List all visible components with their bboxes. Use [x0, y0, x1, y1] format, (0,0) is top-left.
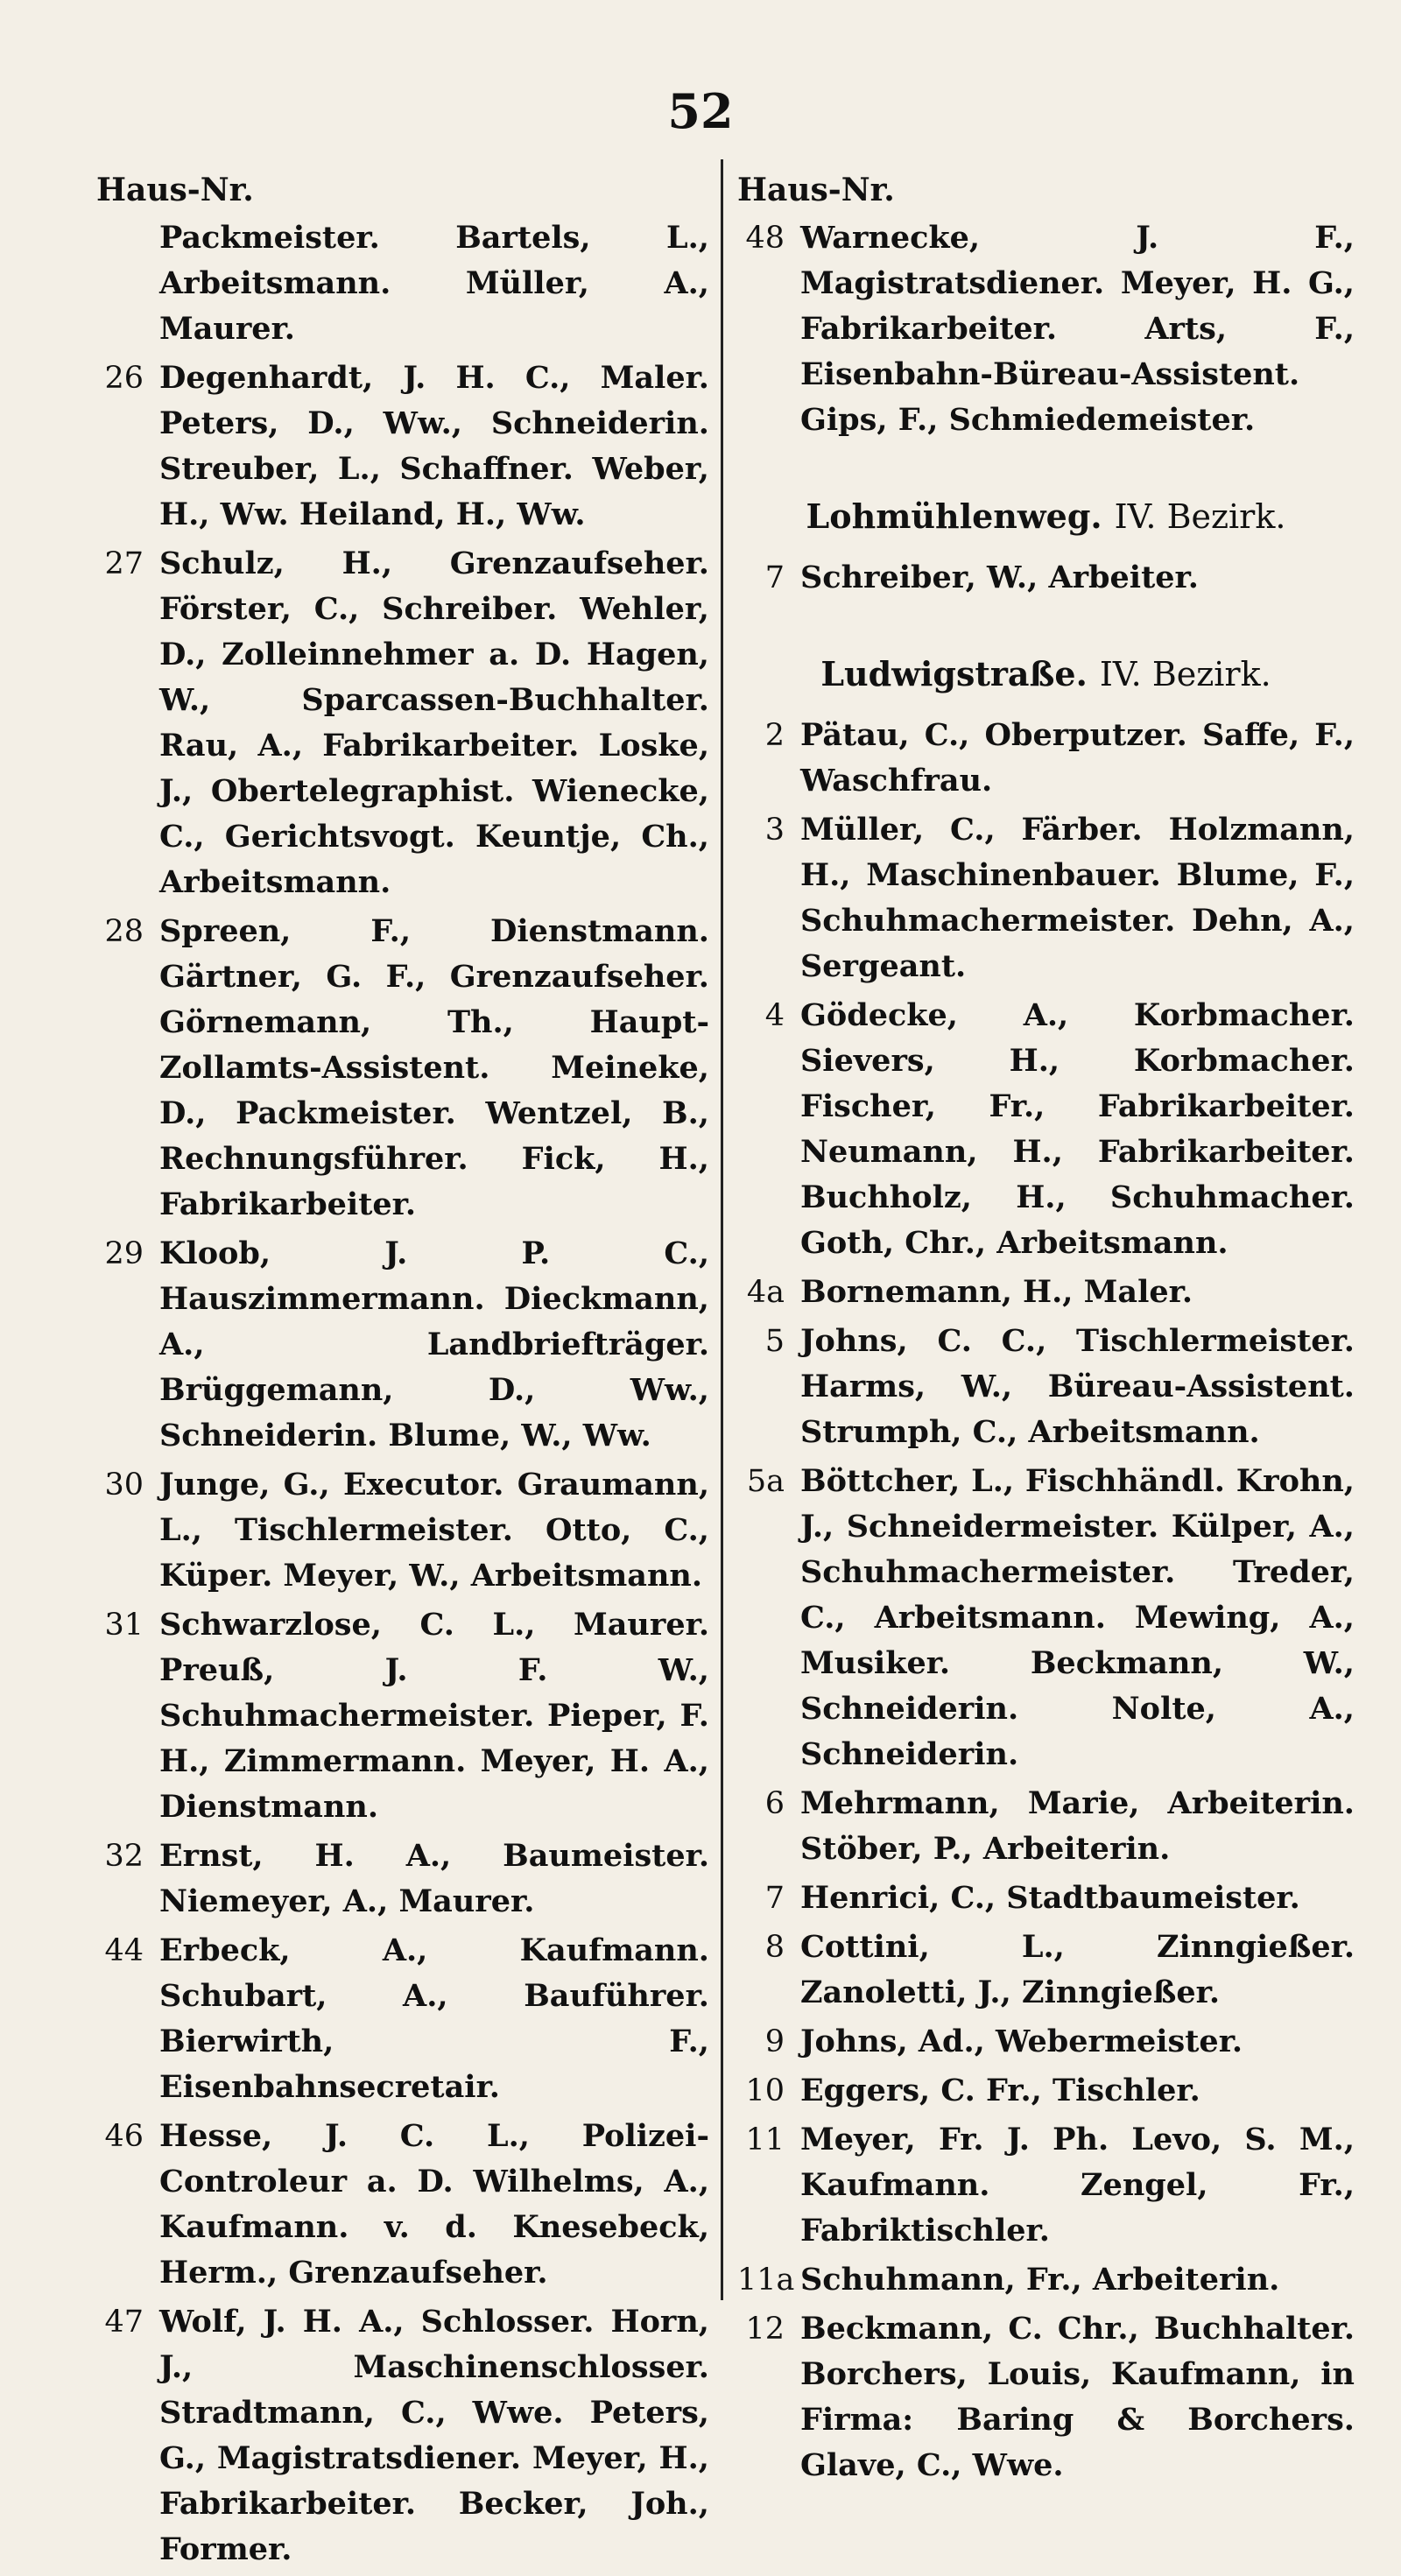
house-number: 2: [764, 718, 785, 753]
residents-text: Degenhardt, J. H. C., Maler. Peters, D., Ww., Schneiderin. Streuber, L., Schaffner. Weber, H., Ww. Heiland, H., Ww.: [159, 360, 709, 532]
directory-entry: [737, 1319, 1355, 1455]
residents-text: Eggers, C. Fr., Tischler.: [800, 2073, 1200, 2108]
residents-text: Spreen, F., Dienstmann. Gärtner, G. F., Grenzaufseher. Görnemann, Th., Haupt-Zollamts-Assistent. Meineke, D., Packmeister. Wentzel, B., Rechnungsführer. Fick, H., Fabrikarbeiter.: [159, 913, 709, 1222]
house-number: 11a: [737, 2263, 795, 2298]
directory-entry: [96, 2299, 709, 2572]
residents-text: Packmeister. Bartels, L., Arbeitsmann. Müller, A., Maurer.: [159, 220, 709, 347]
house-number: 7: [764, 560, 785, 595]
left-entries: [96, 215, 709, 2572]
house-number: 27: [104, 546, 144, 581]
directory-entry: [737, 2257, 1355, 2303]
directory-entry: [96, 909, 709, 1228]
residents-text: Müller, C., Färber. Holzmann, H., Maschinenbauer. Blume, F., Schuhmachermeister. Dehn, A., Sergeant.: [800, 812, 1355, 984]
house-number: 3: [764, 813, 785, 848]
residents-text: Warnecke, J. F., Magistratsdiener. Meyer, H. G., Fabrikarbeiter. Arts, F., Eisenbahn-Büreau-Assistent. Gips, F., Schmiedemeister.: [800, 220, 1355, 438]
house-number: 11: [745, 2122, 785, 2157]
directory-entry: [96, 1928, 709, 2110]
directory-entry: [737, 215, 1355, 443]
residents-text: Schuhmann, Fr., Arbeiterin.: [800, 2262, 1280, 2298]
house-number: 32: [104, 1839, 144, 1874]
house-number: 6: [764, 1786, 785, 1821]
directory-entry: [737, 555, 1355, 601]
directory-entry: [737, 807, 1355, 989]
residents-text: Schreiber, W., Arbeiter.: [800, 560, 1199, 595]
house-number: 7: [764, 1881, 785, 1916]
house-number: 31: [104, 1608, 144, 1643]
residents-text: Pätau, C., Oberputzer. Saffe, F., Waschfrau.: [800, 717, 1355, 799]
house-number: 28: [104, 914, 144, 949]
district-label: IV. Bezirk.: [1114, 497, 1286, 536]
residents-text: Schwarzlose, C. L., Maurer. Preuß, J. F. W., Schuhmachermeister. Pieper, F. H., Zimmermann. Meyer, H. A., Dienstmann.: [159, 1607, 709, 1825]
directory-entry: [737, 2306, 1355, 2488]
column-divider: [721, 159, 723, 2300]
house-number: 29: [104, 1236, 144, 1271]
house-number: 44: [104, 1933, 144, 1968]
directory-entry: [737, 713, 1355, 804]
house-number: 9: [764, 2024, 785, 2059]
section-entries: [737, 713, 1355, 2488]
residents-text: Hesse, J. C. L., Polizei-Controleur a. D. Wilhelms, A., Kaufmann. v. d. Knesebeck, Herm., Grenzaufseher.: [159, 2118, 709, 2291]
right-top-entries: [737, 215, 1355, 443]
district-label: IV. Bezirk.: [1099, 655, 1271, 693]
street-name: Lohmühlenweg.: [806, 496, 1102, 536]
residents-text: Böttcher, L., Fischhändl. Krohn, J., Schneidermeister. Külper, A., Schuhmachermeister. Treder, C., Arbeitsmann. Mewing, A., Musiker. Beckmann, W., Schneiderin. Nolte, A., Schneiderin.: [800, 1463, 1355, 1772]
residents-text: Johns, C. C., Tischlermeister. Harms, W., Büreau-Assistent. Strumph, C., Arbeitsmann.: [800, 1323, 1355, 1450]
directory-entry: [96, 1231, 709, 1459]
residents-text: Kloob, J. P. C., Hauszimmermann. Dieckmann, A., Landbriefträger. Brüggemann, D., Ww., Schneiderin. Blume, W., Ww.: [159, 1235, 709, 1453]
section-entries: [737, 555, 1355, 601]
residents-text: Johns, Ad., Webermeister.: [800, 2023, 1243, 2059]
right-column: [737, 165, 1355, 2492]
house-number: [96, 215, 159, 352]
residents-text: Junge, G., Executor. Graumann, L., Tischlermeister. Otto, C., Küper. Meyer, W., Arbeitsmann.: [159, 1467, 709, 1594]
directory-entry: [737, 2068, 1355, 2114]
house-number: 8: [764, 1930, 785, 1965]
page-number: 52: [667, 83, 734, 139]
house-number: 4a: [746, 1275, 785, 1310]
directory-entry: [96, 1833, 709, 1925]
directory-entry: [737, 2019, 1355, 2065]
directory-entry: [737, 993, 1355, 1266]
residents-text: Mehrmann, Marie, Arbeiterin. Stöber, P., Arbeiterin.: [800, 1785, 1355, 1867]
house-number: 5a: [746, 1464, 785, 1499]
left-column: [96, 165, 709, 2576]
residents-text: Erbeck, A., Kaufmann. Schubart, A., Bauführer. Bierwirth, F., Eisenbahnsecretair.: [159, 1932, 709, 2105]
directory-entry: [96, 2114, 709, 2296]
directory-entry: [96, 355, 709, 538]
residents-text: Wolf, J. H. A., Schlosser. Horn, J., Maschinenschlosser. Stradtmann, C., Wwe. Peters, G., Magistratsdiener. Meyer, H., Fabrikarbeiter. Becker, Joh., Former.: [159, 2304, 709, 2567]
street-heading: [737, 648, 1355, 700]
residents-text: Henrici, C., Stadtbaumeister.: [800, 1880, 1300, 1916]
residents-text: Meyer, Fr. J. Ph. Levo, S. M., Kaufmann. Zengel, Fr., Fabriktischler.: [800, 2122, 1355, 2249]
house-number: 5: [764, 1324, 785, 1359]
directory-entry: [96, 541, 709, 905]
directory-entry: [737, 1459, 1355, 1777]
residents-text: Bornemann, H., Maler.: [800, 1274, 1193, 1310]
house-number-header: Haus-Nr.: [96, 172, 254, 208]
residents-text: Ernst, H. A., Baumeister. Niemeyer, A., Maurer.: [159, 1838, 709, 1919]
street-heading: [737, 490, 1355, 543]
house-number: 10: [745, 2073, 785, 2108]
residents-text: Beckmann, C. Chr., Buchhalter. Borchers, Louis, Kaufmann, in Firma: Baring & Borchers. Glave, C., Wwe.: [800, 2311, 1355, 2483]
residents-text: Cottini, L., Zinngießer. Zanoletti, J., Zinngießer.: [800, 1929, 1355, 2010]
house-number: 4: [764, 998, 785, 1033]
residents-text: Schulz, H., Grenzaufseher. Förster, C., Schreiber. Wehler, D., Zolleinnehmer a. D. Hagen, W., Sparcassen-Buchhalter. Rau, A., Fabrikarbeiter. Loske, J., Obertelegraphist. Wienecke, C., Gerichtsvogt. Keuntje, Ch., Arbeitsmann.: [159, 545, 709, 900]
directory-entry: [737, 2117, 1355, 2254]
house-number: 47: [104, 2305, 144, 2340]
street-name: Ludwigstraße.: [820, 654, 1088, 693]
directory-entry: [737, 1270, 1355, 1315]
house-number: 48: [745, 221, 785, 256]
house-number: 46: [104, 2119, 144, 2154]
house-number: 26: [104, 361, 144, 396]
house-number: 12: [745, 2312, 785, 2347]
directory-entry: [96, 1602, 709, 1830]
directory-entry: [96, 1462, 709, 1599]
residents-text: Gödecke, A., Korbmacher. Sievers, H., Korbmacher. Fischer, Fr., Fabrikarbeiter. Neumann, H., Fabrikarbeiter. Buchholz, H., Schuhmacher. Goth, Chr., Arbeitsmann.: [800, 997, 1355, 1261]
directory-entry: [737, 1876, 1355, 1921]
house-number-header: Haus-Nr.: [737, 172, 895, 208]
directory-entry: [737, 1925, 1355, 2016]
house-number: 30: [104, 1467, 144, 1503]
directory-entry: [96, 215, 709, 352]
directory-entry: [737, 1781, 1355, 1872]
